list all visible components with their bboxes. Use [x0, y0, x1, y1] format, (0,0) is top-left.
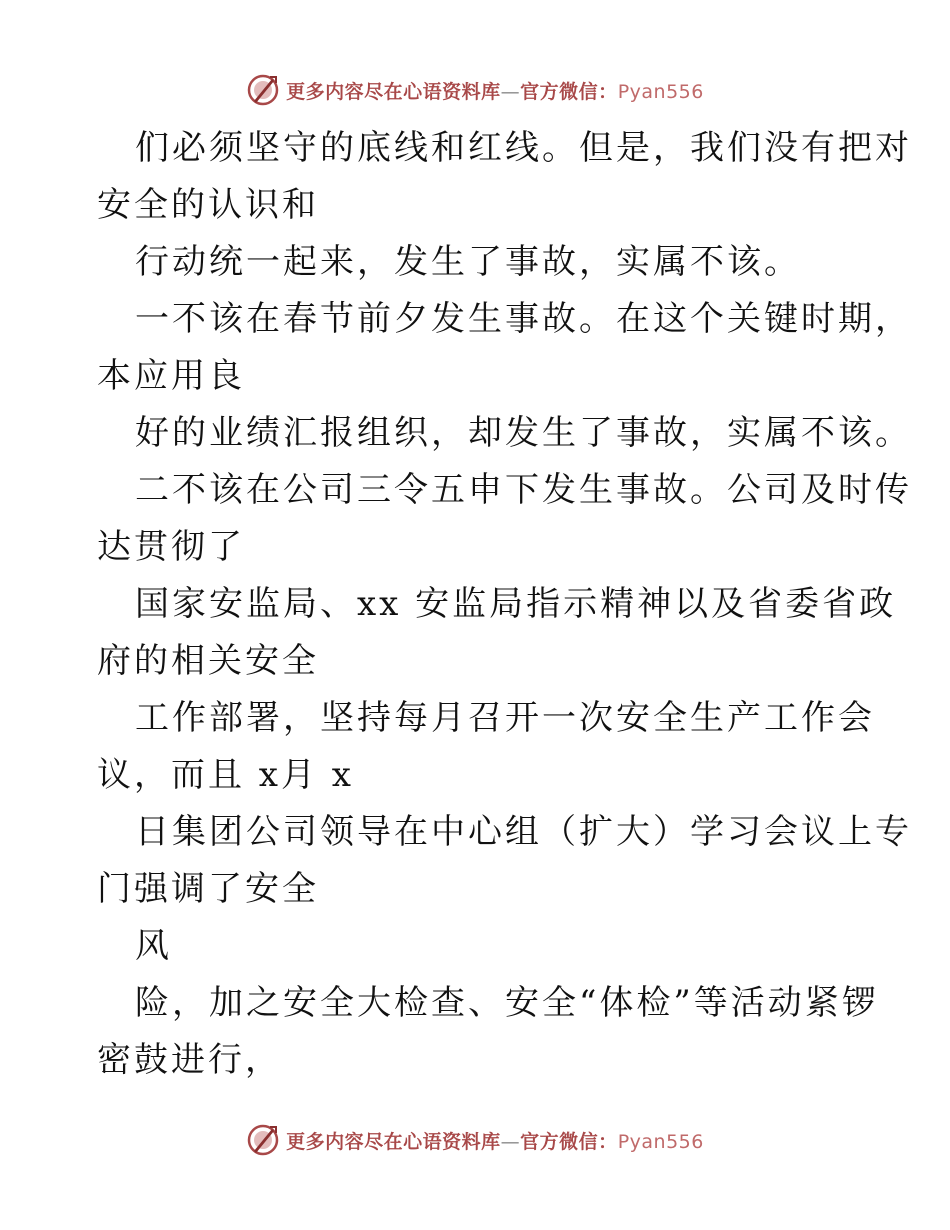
document-body: [97, 120, 912, 1089]
text-line: 一不该在春节前夕发生事故。在这个关键时期，: [135, 299, 912, 339]
footer-watermark: [0, 1120, 950, 1160]
watermark-dash: —: [500, 80, 521, 103]
text-line: 达贯彻了: [97, 527, 245, 567]
quill-seal-icon: [246, 1123, 280, 1157]
text-line: 国家安监局、xx 安监局指示精神以及省委省政: [135, 584, 897, 624]
watermark-main-text: 更多内容尽在心语资料库: [286, 80, 501, 103]
text-line: 府的相关安全: [97, 641, 319, 681]
text-line: 工作部署，坚持每月召开一次安全生产工作会: [135, 698, 875, 738]
watermark-sub-text: 官方微信：: [520, 80, 618, 103]
text-line: 二不该在公司三令五申下发生事故。公司及时传: [135, 470, 912, 510]
header-watermark: [0, 70, 950, 110]
watermark-main-text: 更多内容尽在心语资料库: [286, 1130, 501, 1153]
text-line: 本应用良: [97, 356, 245, 396]
watermark-sub-text: 官方微信：: [520, 1130, 618, 1153]
quill-seal-icon: [246, 73, 280, 107]
watermark-wechat-id: Pyan556: [617, 80, 704, 103]
text-line: 密鼓进行，: [97, 1040, 282, 1080]
text-line: 好的业绩汇报组织，却发生了事故，实属不该。: [135, 413, 912, 453]
text-line: 行动统一起来，发生了事故，实属不该。: [135, 242, 801, 282]
text-line: 风: [135, 926, 172, 966]
text-line: 险，加之安全大检查、安全“体检”等活动紧锣: [135, 983, 879, 1023]
text-line: 安全的认识和: [97, 185, 319, 225]
text-line: 们必须坚守的底线和红线。但是，我们没有把对: [135, 128, 912, 168]
text-line: 议，而且 x月 x: [97, 755, 354, 795]
text-line: 门强调了安全: [97, 869, 319, 909]
watermark-wechat-id: Pyan556: [617, 1130, 704, 1153]
watermark-dash: —: [500, 1130, 521, 1153]
text-line: 日集团公司领导在中心组（扩大）学习会议上专: [135, 812, 912, 852]
